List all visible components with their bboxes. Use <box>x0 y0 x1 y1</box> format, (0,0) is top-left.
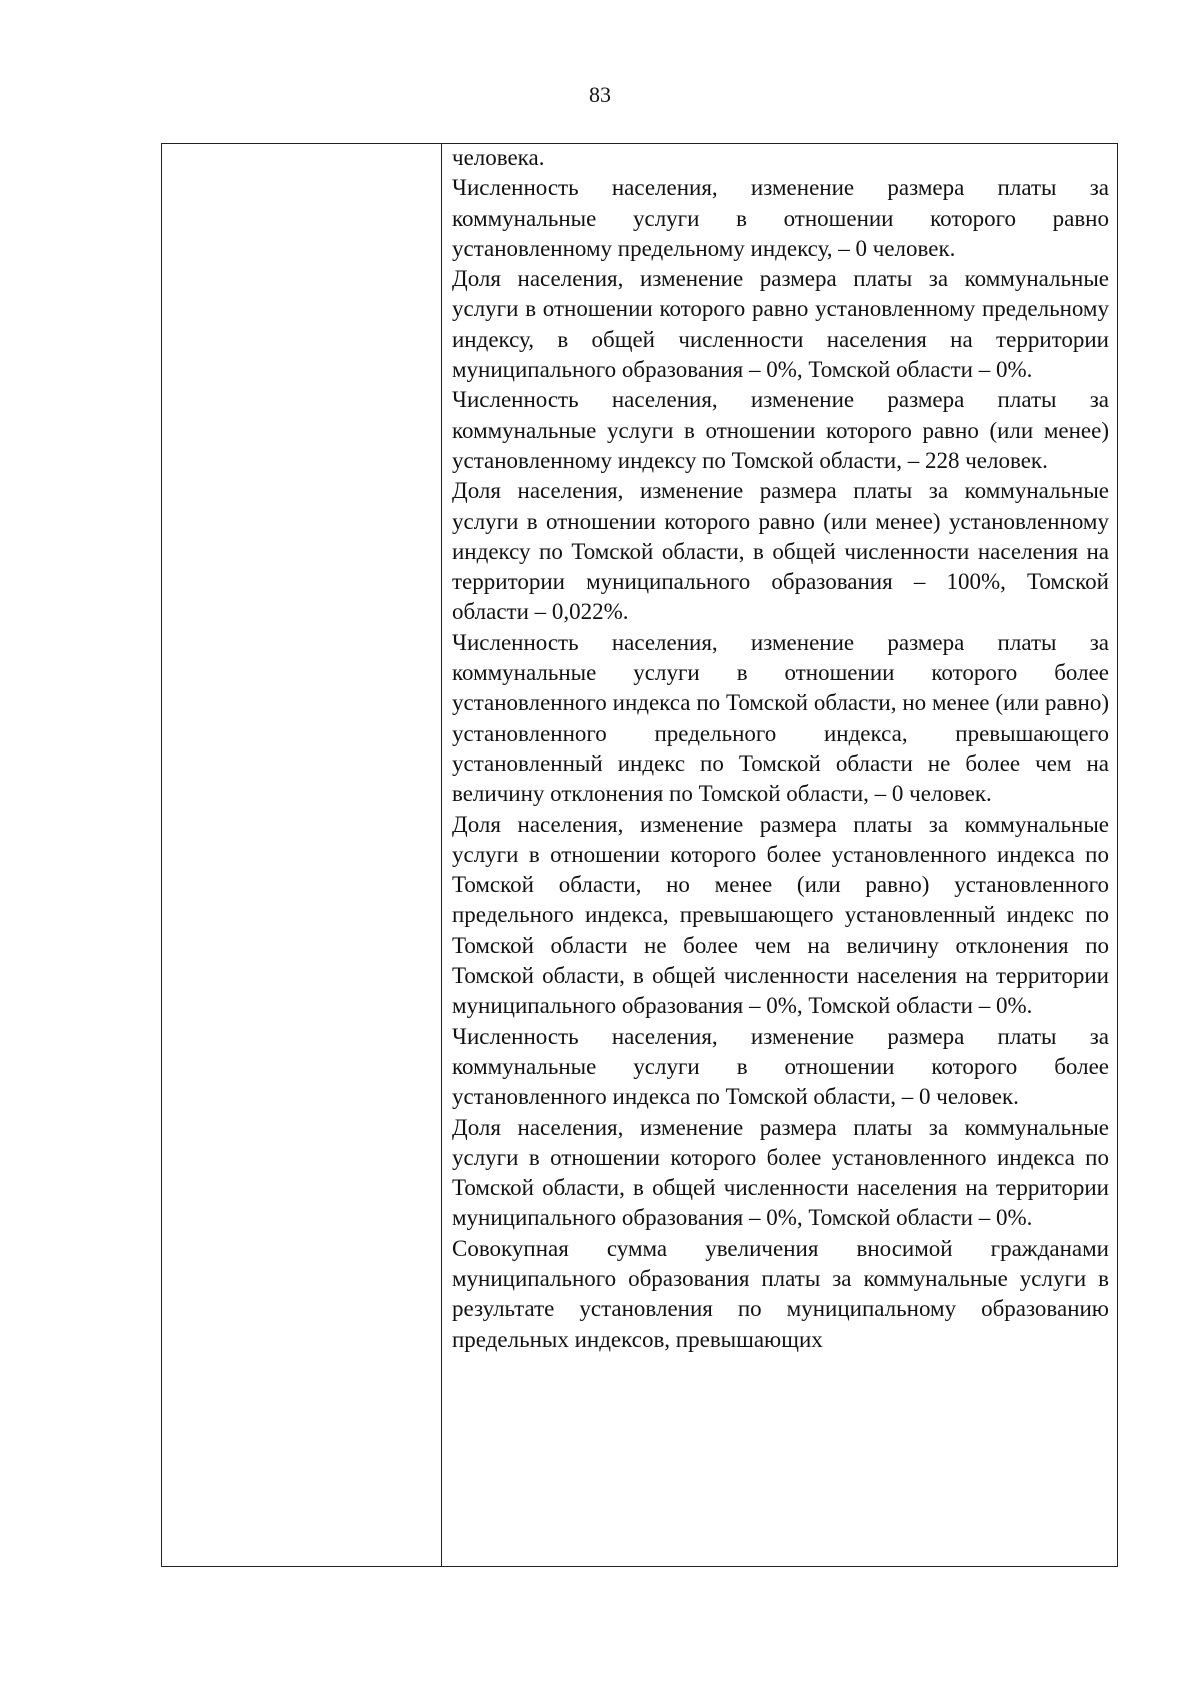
paragraph: Доля населения, изменение размера платы за коммунальные услуги в отношении которого более установленного индекса по Томской области, но менее (или равно) установленного предельного индекса, превышающего установленный индекс по Томской области не более чем на величину отклонения по Томской области, в общей численности населения на территории муниципального образования – 0%, Томской области – 0%. <box>452 811 1109 1019</box>
paragraph: Численность населения, изменение размера платы за коммунальные услуги в отношении которого равно установленному предельному индексу, – 0 человек. <box>452 175 1109 261</box>
document-table <box>161 143 1118 1567</box>
paragraph: Численность населения, изменение размера платы за коммунальные услуги в отношении которого более установленного индекса по Томской области, – 0 человек. <box>452 1023 1109 1110</box>
page-number: 83 <box>589 82 611 107</box>
paragraph: Численность населения, изменение размера платы за коммунальные услуги в отношении которого более установленного индекса по Томской области, но менее (или равно) установленного предельного индекса, превышающего установленный индекс по Томской области не более чем на величину отклонения по Томской области, – 0 человек. <box>452 629 1109 807</box>
paragraph: Численность населения, изменение размера платы за коммунальные услуги в отношении которого равно (или менее) установленному индексу по Томской области, – 228 человек. <box>452 387 1109 473</box>
paragraph: Совокупная сумма увеличения вносимой гражданами муниципального образования платы за коммунальные услуги в результате установления по муниципальному образованию предельных индексов, превышающих <box>452 1235 1109 1352</box>
paragraph: Доля населения, изменение размера платы за коммунальные услуги в отношении которого более установленного индекса по Томской области, в общей численности населения на территории муниципального образования – 0%, Томской области – 0%. <box>452 1114 1109 1231</box>
table-left-column <box>162 144 442 1566</box>
paragraph: человека. <box>452 145 545 170</box>
table-right-column <box>442 144 1117 1566</box>
paragraph: Доля населения, изменение размера платы за коммунальные услуги в отношении которого равно (или менее) установленному индексу по Томской области, в общей численности населения на территории муниципального образования – 100%, Томской области – 0,022%. <box>452 478 1109 625</box>
paragraph: Доля населения, изменение размера платы за коммунальные услуги в отношении которого равно установленному предельному индексу, в общей численности населения на территории муниципального образования – 0%, Томской области – 0%. <box>452 266 1109 383</box>
